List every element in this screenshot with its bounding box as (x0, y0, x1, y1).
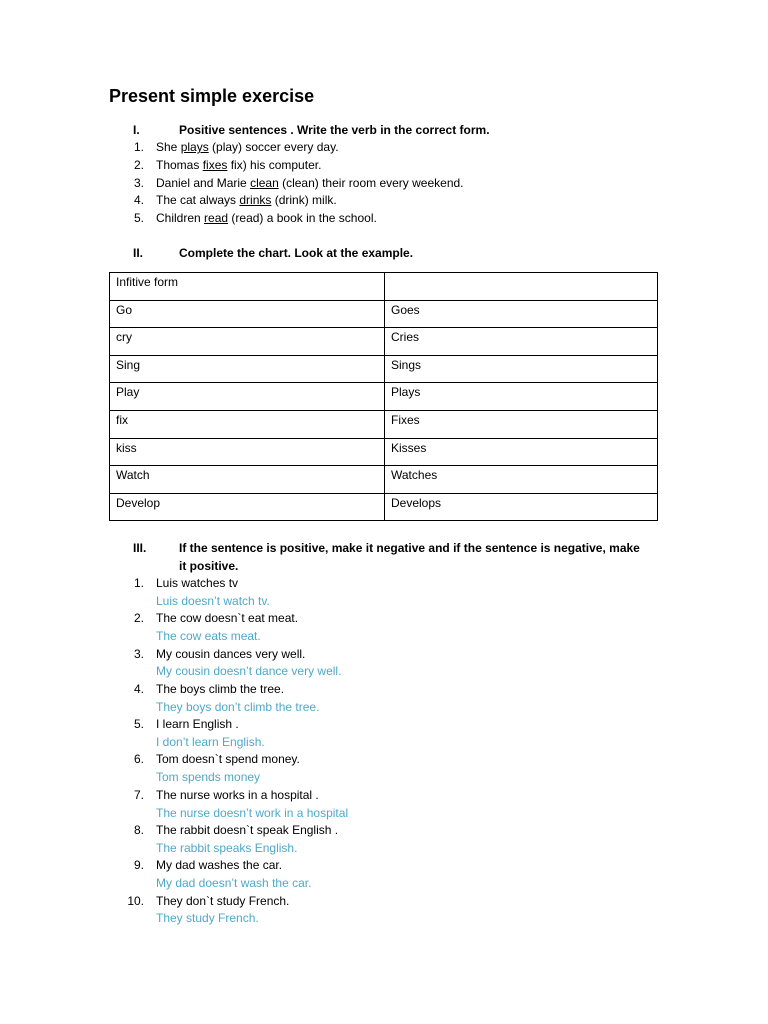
table-cell: Kisses (385, 438, 658, 466)
answer-verb: plays (180, 140, 209, 154)
item-number: 2. (133, 158, 144, 172)
table-cell: Sings (385, 355, 658, 383)
table-row (110, 438, 658, 466)
page-title: Present simple exercise (109, 86, 315, 106)
item-number: 6. (133, 752, 144, 766)
list-item: Thomas fixes fix) his computer. (156, 158, 322, 172)
item-number: 3. (133, 176, 144, 190)
item-number: 1. (133, 140, 144, 154)
question-sentence: Luis watches tv (156, 576, 239, 590)
item-number: 8. (133, 823, 144, 837)
table-row (110, 273, 658, 301)
table-cell: Watch (110, 466, 385, 494)
section-number: II. (133, 246, 144, 260)
table-cell (385, 273, 658, 301)
item-number: 9. (133, 858, 144, 872)
question-sentence: The cow doesn`t eat meat. (156, 611, 299, 625)
item-number: 5. (133, 211, 144, 225)
item-number: 7. (133, 788, 144, 802)
answer-sentence: My dad doesn’t wash the car. (156, 876, 312, 890)
item-number: 4. (133, 193, 144, 207)
item-number: 3. (133, 647, 144, 661)
table-cell: Cries (385, 328, 658, 356)
answer-sentence: Luis doesn’t watch tv. (156, 594, 270, 608)
answer-sentence: My cousin doesn’t dance very well. (156, 664, 342, 678)
section-number: III. (133, 541, 147, 555)
table-cell: Develops (385, 493, 658, 521)
question-sentence: The nurse works in a hospital . (156, 788, 319, 802)
question-sentence: Tom doesn`t spend money. (156, 752, 300, 766)
answer-sentence: Tom spends money (156, 770, 261, 784)
table-cell: fix (110, 410, 385, 438)
question-sentence: The rabbit doesn`t speak English . (156, 823, 339, 837)
answer-sentence: They study French. (156, 911, 259, 925)
question-sentence: My dad washes the car. (156, 858, 283, 872)
table-row (110, 493, 658, 521)
question-sentence: My cousin dances very well. (156, 647, 306, 661)
table-cell: Play (110, 383, 385, 411)
list-item: Daniel and Marie clean (clean) their room every weekend. (156, 176, 464, 190)
section-heading: Positive sentences . Write the verb in the correct form. (179, 123, 490, 137)
table-cell: cry (110, 328, 385, 356)
table-cell: Develop (110, 493, 385, 521)
question-sentence: The boys climb the tree. (156, 682, 285, 696)
table-cell: Sing (110, 355, 385, 383)
list-item: The cat always drinks (drink) milk. (156, 193, 337, 207)
table-row (110, 328, 658, 356)
table-cell: Fixes (385, 410, 658, 438)
section-number: I. (133, 123, 140, 137)
section-heading: Complete the chart. Look at the example. (179, 246, 414, 260)
item-number: 10. (127, 894, 144, 908)
table-cell: kiss (110, 438, 385, 466)
list-item: Children read (read) a book in the school. (156, 211, 377, 225)
table-cell: Infitive form (110, 273, 385, 301)
table-cell: Watches (385, 466, 658, 494)
table-row (110, 355, 658, 383)
answer-verb: fixes (202, 158, 228, 172)
answer-sentence: I don’t learn English. (156, 735, 265, 749)
table-cell: Plays (385, 383, 658, 411)
table-row (110, 383, 658, 411)
table-row (110, 300, 658, 328)
item-number: 5. (133, 717, 144, 731)
table-row (110, 466, 658, 494)
answer-verb: drinks (239, 193, 272, 207)
answer-verb: clean (250, 176, 279, 190)
item-number: 1. (133, 576, 144, 590)
answer-sentence: The rabbit speaks English. (156, 841, 298, 855)
table-cell: Go (110, 300, 385, 328)
table-row (110, 410, 658, 438)
section-heading: If the sentence is positive, make it negative and if the sentence is negative, make (179, 541, 640, 555)
answer-verb: read (204, 211, 229, 225)
list-item: She plays (play) soccer every day. (156, 140, 339, 154)
item-number: 2. (133, 611, 144, 625)
answer-sentence: They boys don’t climb the tree. (156, 700, 320, 714)
verb-chart-table (109, 272, 658, 521)
answer-sentence: The nurse doesn’t work in a hospital (156, 806, 349, 820)
item-number: 4. (133, 682, 144, 696)
question-sentence: I learn English . (156, 717, 239, 731)
table-cell: Goes (385, 300, 658, 328)
answer-sentence: The cow eats meat. (156, 629, 261, 643)
question-sentence: They don`t study French. (156, 894, 290, 908)
section-heading-continued: it positive. (179, 559, 239, 573)
